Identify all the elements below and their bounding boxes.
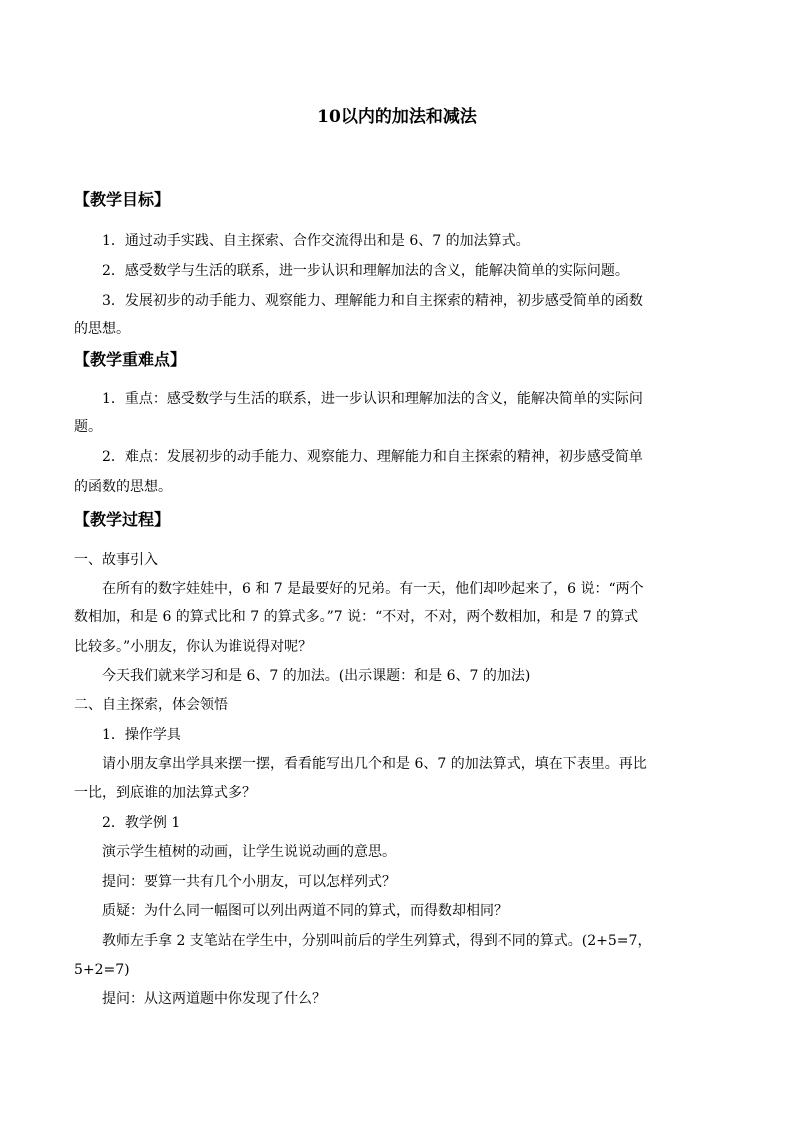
goal-item-2: 2．感受数学与生活的联系，进一步认识和理解加法的含义，能解决简单的实际问题。 [102,263,629,279]
process-line-2: 在所有的数字娃娃中，6 和 7 是最要好的兄弟。有一天，他们却吵起来了，6 说：“两个 [102,581,644,597]
process-line-1: 一、故事引入 [74,552,158,568]
process-line-14: 教师左手拿 2 支笔站在学生中，分别叫前后的学生列算式，得到不同的算式。(2+5=7， [102,933,652,949]
process-line-12: 提问：要算一共有几个小朋友，可以怎样列式？ [102,874,396,890]
key-point-item-1-cont: 题。 [74,419,102,435]
process-line-4: 比较多。”小朋友，你认为谁说得对呢？ [74,639,313,655]
section-heading-process: 【教学过程】 [74,510,171,529]
document-title: 10以内的加法和减法 [317,107,477,127]
process-line-3: 数相加，和是 6 的算式比和 7 的算式多。”7 说：“不对，不对，两个数相加，和是 7 的算式 [74,609,639,625]
goal-item-3-cont: 的思想。 [74,321,130,337]
goal-item-3: 3．发展初步的动手能力、观察能力、理解能力和自主探索的精神，初步感受简单的函数 [102,293,643,309]
process-line-13: 质疑：为什么同一幅图可以列出两道不同的算式，而得数却相同？ [102,903,508,919]
key-point-item-2: 2．难点：发展初步的动手能力、观察能力、理解能力和自主探索的精神，初步感受简单 [102,449,643,465]
process-line-7: 1．操作学具 [102,727,181,743]
key-point-item-1: 1．重点：感受数学与生活的联系，进一步认识和理解加法的含义，能解决简单的实际问 [102,391,643,407]
process-line-9: 一比，到底谁的加法算式多？ [74,785,256,801]
key-point-item-2-cont: 的函数的思想。 [74,479,172,495]
goal-item-1: 1．通过动手实践、自主探索、合作交流得出和是 6、7 的加法算式。 [102,233,530,249]
process-line-11: 演示学生植树的动画，让学生说说动画的意思。 [102,844,396,860]
process-line-10: 2．教学例 1 [102,815,181,831]
process-line-16: 提问：从这两道题中你发现了什么？ [102,991,326,1007]
section-heading-key-points: 【教学重难点】 [74,350,187,369]
process-line-15: 5+2=7) [74,962,130,978]
process-line-8: 请小朋友拿出学具来摆一摆，看看能写出几个和是 6、7 的加法算式，填在下表里。再比 [102,756,647,772]
process-line-6: 二、自主探索，体会领悟 [74,697,228,713]
process-line-5: 今天我们就来学习和是 6、7 的加法。(出示课题：和是 6、7 的加法) [102,668,531,684]
section-heading-goals: 【教学目标】 [74,190,171,209]
